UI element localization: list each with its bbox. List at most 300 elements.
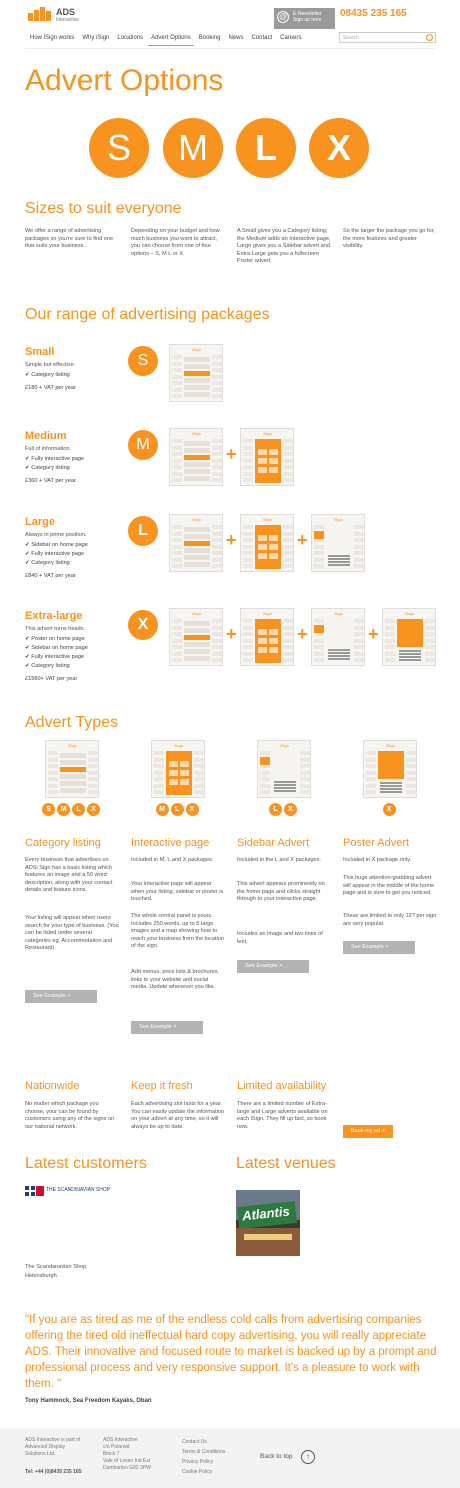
package-name: Extra-large xyxy=(25,610,83,622)
thumb-list-row xyxy=(184,455,210,460)
thumb-side-block xyxy=(406,790,416,794)
thumb-side-block xyxy=(366,771,376,775)
thumb-side-block xyxy=(314,645,324,649)
thumb-sidebar-ad xyxy=(314,531,324,539)
thumb-side-block xyxy=(243,564,253,568)
package-badge-x: X xyxy=(284,803,297,816)
thumb-side-block xyxy=(212,538,222,542)
advert-type-title: Interactive page xyxy=(131,837,210,849)
thumb-side-block xyxy=(283,632,293,636)
thumb-side-block xyxy=(212,388,222,392)
thumb-list-row xyxy=(184,628,210,633)
thumb-side-block xyxy=(212,645,222,649)
thumb-side-block xyxy=(194,758,204,762)
thumb-poster-ad xyxy=(397,619,423,647)
isign-thumb-logo: iSign xyxy=(334,517,343,522)
search-input[interactable] xyxy=(339,32,436,43)
isign-thumb-logo: iSign xyxy=(263,611,272,616)
enewsletter-button[interactable] xyxy=(274,8,335,29)
back-to-top-link[interactable]: Back to top xyxy=(260,1453,293,1460)
thumb-side-block xyxy=(314,551,324,555)
isign-thumb-logo: iSign xyxy=(280,743,289,748)
isign-thumb-logo: iSign xyxy=(192,347,201,352)
range-heading: Our range of advertising packages xyxy=(25,306,270,323)
thumb-icon-row xyxy=(328,555,350,557)
thumb-side-block xyxy=(212,652,222,656)
package-badge-x: X xyxy=(87,803,100,816)
thumb-side-block xyxy=(243,626,253,630)
footer-link-cookie[interactable]: Cookie Policy xyxy=(182,1469,213,1475)
logo-text[interactable] xyxy=(56,8,79,24)
book-my-ad-button[interactable]: Book my ad > xyxy=(343,1125,393,1138)
thumb-side-block xyxy=(212,439,222,443)
thumb-side-block xyxy=(154,777,164,781)
package-badge-l: L xyxy=(72,803,85,816)
thumb-side-block xyxy=(366,758,376,762)
search-placeholder: Search xyxy=(343,35,359,41)
thumb-page-block xyxy=(269,544,278,550)
thumb-side-block xyxy=(354,564,364,568)
sign-thumbnail-list xyxy=(169,514,223,572)
package-tagline: Full of information. xyxy=(25,446,72,452)
thumb-side-block xyxy=(194,764,204,768)
thumb-side-block xyxy=(212,452,222,456)
nav-item-how-isign-works[interactable]: How iSign works xyxy=(30,35,75,41)
package-feature: ✔ Category listing xyxy=(25,372,70,378)
thumb-side-block xyxy=(385,652,395,656)
thumb-side-block xyxy=(212,465,222,469)
thumb-side-block xyxy=(48,758,58,762)
advert-type-paragraph: Your interactive page will appear when your listing, sidebar or poster is touched. xyxy=(131,881,224,903)
thumb-list-row xyxy=(184,621,210,626)
thumb-page-block xyxy=(258,647,267,653)
thumb-side-block xyxy=(283,446,293,450)
footer-company-line: Solutions Ltd. xyxy=(25,1451,56,1457)
thumb-side-block xyxy=(243,639,253,643)
thumb-side-block xyxy=(366,777,376,781)
info-text: There are a limited number of Extra-large and Large adverts available on each iSign. They fill up fast, so book now. xyxy=(237,1101,328,1130)
thumb-list-row xyxy=(184,541,210,546)
thumb-list-row xyxy=(184,469,210,474)
thumb-page-block xyxy=(258,449,267,455)
package-name: Medium xyxy=(25,430,67,442)
thumb-side-block xyxy=(172,626,182,630)
thumb-side-block xyxy=(48,777,58,781)
thumb-side-block xyxy=(283,652,293,656)
thumb-page-block xyxy=(169,770,178,776)
thumb-side-block xyxy=(88,784,98,788)
thumb-side-block xyxy=(172,564,182,568)
plus-icon: + xyxy=(226,530,237,550)
thumb-page-block xyxy=(180,779,189,785)
thumb-side-block xyxy=(385,658,395,662)
thumb-side-block xyxy=(172,465,182,469)
thumb-side-block xyxy=(425,658,435,662)
thumb-side-block xyxy=(88,764,98,768)
thumb-side-block xyxy=(385,639,395,643)
thumb-side-block xyxy=(212,394,222,398)
package-badge-x: X xyxy=(383,803,396,816)
info-text: Each advertising slot lasts for a year. You can easily update the information on your advert at any time, so it will always be up to date. xyxy=(131,1101,225,1130)
sizes-heading: Sizes to suit everyone xyxy=(25,200,182,217)
sign-thumbnail-page xyxy=(151,740,205,798)
thumb-side-block xyxy=(88,777,98,781)
size-circle-l: L xyxy=(236,118,296,178)
thumb-sidebar-ad xyxy=(314,625,324,633)
thumb-page-block xyxy=(180,770,189,776)
thumb-sidebar-ad xyxy=(260,757,270,765)
footer-address-line: Vale of Leven Ind Est xyxy=(103,1458,151,1464)
thumb-list-row xyxy=(184,555,210,560)
thumb-side-block xyxy=(212,545,222,549)
advert-type-paragraph: This huge attention-grabbing advert will appear in the middle of the home page and is sure to get you noticed. xyxy=(343,875,435,897)
isign-thumb-logo: iSign xyxy=(263,517,272,522)
isign-thumb-logo: iSign xyxy=(174,743,183,748)
advert-type-paragraph: Included in M, L and X packages. xyxy=(131,857,214,863)
package-tagline: Always in prime position. xyxy=(25,532,87,538)
venue-photo[interactable] xyxy=(236,1190,300,1256)
thumb-side-block xyxy=(243,545,253,549)
thumb-side-block xyxy=(354,551,364,555)
thumb-side-block xyxy=(425,626,435,630)
thumb-icon-row xyxy=(328,649,350,651)
package-price: £360 + VAT per year xyxy=(25,478,76,484)
thumb-icon-row xyxy=(399,653,421,655)
thumb-side-block xyxy=(300,758,310,762)
thumb-side-block xyxy=(283,545,293,549)
thumb-icon-row xyxy=(380,782,402,784)
thumb-side-block xyxy=(172,538,182,542)
thumb-list-row xyxy=(184,642,210,647)
thumb-icon-row xyxy=(328,652,350,654)
thumb-side-block xyxy=(260,784,270,788)
thumb-side-block xyxy=(212,639,222,643)
thumb-side-block xyxy=(243,551,253,555)
thumb-side-block xyxy=(243,472,253,476)
thumb-side-block xyxy=(354,658,364,662)
sizes-text-1: We offer a range of advertising packages so you're sure to find one that suits your business. xyxy=(25,228,114,250)
thumb-icon-row xyxy=(380,791,402,793)
see-example-button[interactable]: See Example > xyxy=(343,941,415,954)
sizes-text-4: So the larger the package you go for, the more features and greater visibility. xyxy=(343,228,435,250)
package-tagline: This advert turns heads. xyxy=(25,626,86,632)
see-example-button[interactable]: See Example > xyxy=(237,960,309,973)
thumb-side-block xyxy=(172,639,182,643)
see-example-button[interactable]: See Example > xyxy=(131,1021,203,1034)
thumb-list-row xyxy=(184,441,210,446)
thumb-side-block xyxy=(212,525,222,529)
thumb-side-block xyxy=(406,771,416,775)
thumb-side-block xyxy=(314,619,324,623)
thumb-page-block xyxy=(269,638,278,644)
thumb-side-block xyxy=(243,459,253,463)
advert-type-paragraph: Your listing will appear when users search for your type of business. (You can be listed under several categories eg. Accommodation and Restaurant) xyxy=(25,915,119,952)
thumb-side-block xyxy=(172,368,182,372)
package-feature: ✔ Fully interactive page xyxy=(25,551,85,557)
advert-type-paragraph: Included in the L and X packages. xyxy=(237,857,322,863)
package-size-circle: M xyxy=(128,430,158,460)
page-title: Advert Options xyxy=(25,64,224,97)
thumb-page-block xyxy=(269,535,278,541)
thumb-side-block xyxy=(212,446,222,450)
thumb-icon-row xyxy=(328,655,350,657)
nav-item-booking[interactable]: Booking xyxy=(198,35,221,41)
thumb-side-block xyxy=(354,619,364,623)
thumb-side-block xyxy=(283,551,293,555)
logo-mark[interactable] xyxy=(28,7,52,21)
sign-thumbnail-sidebar xyxy=(311,514,365,572)
package-feature: ✔ Category listing xyxy=(25,560,70,566)
isign-thumb-logo: iSign xyxy=(334,611,343,616)
footer-link-privacy[interactable]: Privacy Policy xyxy=(182,1459,214,1465)
package-name: Small xyxy=(25,346,55,358)
thumb-list-row xyxy=(184,562,210,567)
thumb-side-block xyxy=(283,538,293,542)
thumb-page-block xyxy=(258,535,267,541)
thumb-side-block xyxy=(243,525,253,529)
thumb-list-row xyxy=(184,364,210,369)
thumb-icon-row xyxy=(274,781,296,783)
advert-type-title: Category listing xyxy=(25,837,101,849)
enews-sub: Sign up here xyxy=(293,17,322,23)
thumb-list-row xyxy=(184,649,210,654)
thumb-icon-row xyxy=(328,564,350,566)
thumb-side-block xyxy=(212,362,222,366)
thumb-side-block xyxy=(243,632,253,636)
latest-venues-heading: Latest venues xyxy=(236,1155,336,1172)
thumb-side-block xyxy=(243,558,253,562)
thumb-side-block xyxy=(366,751,376,755)
thumb-side-block xyxy=(406,784,416,788)
thumb-page-block xyxy=(169,779,178,785)
thumb-list-row xyxy=(60,753,86,758)
footer-address-line: ADS Interactive xyxy=(103,1437,138,1443)
thumb-side-block xyxy=(260,771,270,775)
isign-thumb-logo: iSign xyxy=(192,431,201,436)
thumb-side-block xyxy=(300,777,310,781)
thumb-page-block xyxy=(269,647,278,653)
thumb-side-block xyxy=(283,645,293,649)
thumb-side-block xyxy=(212,632,222,636)
thumb-page-block xyxy=(269,467,278,473)
thumb-side-block xyxy=(283,626,293,630)
thumb-side-block xyxy=(154,758,164,762)
thumb-list-row xyxy=(184,448,210,453)
sign-thumbnail-list xyxy=(45,740,99,798)
thumb-side-block xyxy=(48,784,58,788)
thumb-side-block xyxy=(172,545,182,549)
footer-phone: Tel: +44 (0)8435 235 165 xyxy=(25,1469,82,1475)
latest-customers-heading: Latest customers xyxy=(25,1155,147,1172)
thumb-page-block xyxy=(258,629,267,635)
thumb-side-block xyxy=(425,632,435,636)
thumb-side-block xyxy=(194,790,204,794)
thumb-side-block xyxy=(88,771,98,775)
package-feature: ✔ Sidebar on home page xyxy=(25,542,88,548)
thumb-side-block xyxy=(172,645,182,649)
thumb-list-row xyxy=(184,527,210,532)
advert-type-paragraph: Included in X package only. xyxy=(343,857,411,863)
thumb-side-block xyxy=(154,790,164,794)
nav-item-locations[interactable]: Locations xyxy=(117,35,144,41)
thumb-side-block xyxy=(243,658,253,662)
thumb-icon-row xyxy=(328,561,350,563)
thumb-list-row xyxy=(184,385,210,390)
thumb-side-block xyxy=(172,459,182,463)
thumb-page-block xyxy=(269,449,278,455)
plus-icon: + xyxy=(226,444,237,464)
thumb-side-block xyxy=(260,777,270,781)
footer-address-line: c/o Polaroid xyxy=(103,1444,130,1450)
thumb-side-block xyxy=(194,771,204,775)
thumb-icon-row xyxy=(274,787,296,789)
thumb-side-block xyxy=(425,652,435,656)
package-feature: ✔ Sidebar on home page xyxy=(25,645,88,651)
thumb-icon-row xyxy=(328,558,350,560)
thumb-list-row xyxy=(184,462,210,467)
thumb-side-block xyxy=(212,658,222,662)
logo-subtitle: Interactive xyxy=(56,17,80,23)
thumb-side-block xyxy=(283,639,293,643)
search-icon[interactable] xyxy=(426,34,433,41)
footer-link-contact[interactable]: Contact Us xyxy=(182,1439,207,1445)
thumb-list-row xyxy=(60,767,86,772)
thumb-page-block xyxy=(269,458,278,464)
thumb-side-block xyxy=(48,764,58,768)
thumb-side-block xyxy=(212,381,222,385)
isign-thumb-logo: iSign xyxy=(405,611,414,616)
thumb-side-block xyxy=(283,439,293,443)
thumb-side-block xyxy=(194,777,204,781)
thumb-side-block xyxy=(243,532,253,536)
venue-building xyxy=(236,1228,300,1256)
isign-thumb-logo: iSign xyxy=(68,743,77,748)
footer-links xyxy=(182,1437,225,1477)
thumb-list-row xyxy=(184,534,210,539)
thumb-side-block xyxy=(172,388,182,392)
thumb-list-row xyxy=(184,635,210,640)
info-text: No matter which package you choose, your can be found by customers using any of the signs on our national network. xyxy=(25,1101,115,1130)
info-title: Keep it fresh xyxy=(131,1080,193,1092)
thumb-side-block xyxy=(172,381,182,385)
isign-thumb-logo: iSign xyxy=(263,431,272,436)
customer-logo[interactable] xyxy=(25,1185,117,1197)
thumb-list-row xyxy=(184,656,210,661)
thumb-side-block xyxy=(354,645,364,649)
thumb-side-block xyxy=(212,619,222,623)
advert-type-paragraph: Add menus, price lists & brochures, links to your website and social media. Update whenever you like. xyxy=(131,969,219,991)
info-title: Nationwide xyxy=(25,1080,80,1092)
thumb-side-block xyxy=(425,619,435,623)
thumb-side-block xyxy=(283,558,293,562)
nav-item-contact[interactable]: Contact xyxy=(251,35,273,41)
testimonial-author: Tony Hammock, Sea Freedom Kayaks, Oban xyxy=(25,1398,152,1404)
sizes-text-3: A Small gives you a Category listing, the Medium adds an Interactive page, Large gives you a Sidebar advert and Extra Large gets you a fullscreen Poster advert. xyxy=(237,228,331,265)
thumb-side-block xyxy=(354,538,364,542)
thumb-side-block xyxy=(406,751,416,755)
sign-thumbnail-poster xyxy=(382,608,436,666)
footer-link-terms[interactable]: Terms & Conditions xyxy=(182,1449,226,1455)
package-name: Large xyxy=(25,516,55,528)
thumb-side-block xyxy=(406,777,416,781)
sign-thumbnail-page xyxy=(240,608,294,666)
thumb-side-block xyxy=(283,452,293,456)
nav-item-news[interactable]: News xyxy=(228,35,244,41)
thumb-side-block xyxy=(172,558,182,562)
thumb-side-block xyxy=(354,632,364,636)
advert-type-paragraph: This advert appears prominently on the home page and clicks straight through to your interactive page. xyxy=(237,881,325,903)
thumb-list-row xyxy=(184,378,210,383)
footer-company-line: Advanced Display xyxy=(25,1444,66,1450)
nav-item-careers[interactable]: Careers xyxy=(280,35,302,41)
thumb-list-row xyxy=(184,357,210,362)
thumb-side-block xyxy=(212,368,222,372)
thumb-side-block xyxy=(425,639,435,643)
thumb-side-block xyxy=(314,545,324,549)
thumb-side-block xyxy=(172,472,182,476)
thumb-list-row xyxy=(184,371,210,376)
footer-address xyxy=(103,1437,151,1472)
thumb-side-block xyxy=(243,452,253,456)
thumb-side-block xyxy=(88,758,98,762)
sign-thumbnail-page xyxy=(240,428,294,486)
size-circle-m: M xyxy=(163,118,223,178)
thumb-side-block xyxy=(172,551,182,555)
thumb-page-block xyxy=(169,761,178,767)
package-badge-m: M xyxy=(57,803,70,816)
package-feature: ✔ Poster on home page xyxy=(25,636,85,642)
thumb-side-block xyxy=(172,439,182,443)
package-feature: ✔ Category listing xyxy=(25,465,70,471)
thumb-side-block xyxy=(172,525,182,529)
thumb-list-row xyxy=(184,476,210,481)
thumb-side-block xyxy=(283,619,293,623)
thumb-side-block xyxy=(283,465,293,469)
thumb-side-block xyxy=(314,525,324,529)
thumb-side-block xyxy=(314,652,324,656)
at-icon: @ xyxy=(278,12,288,21)
sign-thumbnail-sidebar xyxy=(257,740,311,798)
advert-type-paragraph: Every business that advertises on ADSi Sign has a basic listing which features an image and a 50 word description, along with your contact details and feature icons. xyxy=(25,857,113,894)
size-circle-s: S xyxy=(89,118,149,178)
nav-item-why-isign[interactable]: Why iSign xyxy=(82,35,110,41)
nav-item-advert-options[interactable]: Advert Options xyxy=(148,34,194,46)
advert-type-paragraph: The whole central panel is yours. Includes 250 words, up to 5 large images and a map showing how to reach your business from the location of the sign. xyxy=(131,913,224,950)
thumb-side-block xyxy=(366,784,376,788)
thumb-side-block xyxy=(172,375,182,379)
advert-type-paragraph: These are limited to only 12? per sign are very popular. xyxy=(343,913,437,927)
main-nav xyxy=(27,34,306,46)
thumb-side-block xyxy=(212,472,222,476)
thumb-side-block xyxy=(406,764,416,768)
package-size-circle: S xyxy=(128,346,158,376)
thumb-side-block xyxy=(300,784,310,788)
footer-address-line: Dumbarton G82 3PW xyxy=(103,1465,151,1471)
thumb-side-block xyxy=(425,645,435,649)
thumb-side-block xyxy=(283,525,293,529)
thumb-side-block xyxy=(212,355,222,359)
thumb-page-block xyxy=(258,467,267,473)
thumb-page-block xyxy=(258,544,267,550)
thumb-side-block xyxy=(300,764,310,768)
thumb-side-block xyxy=(366,764,376,768)
arrow-up-icon[interactable]: ↑ xyxy=(301,1450,315,1464)
thumb-side-block xyxy=(172,619,182,623)
footer xyxy=(0,1428,460,1488)
customer-name: The Scandanavian Shop xyxy=(25,1264,87,1270)
see-example-button[interactable]: See Example > xyxy=(25,990,97,1003)
thumb-side-block xyxy=(243,619,253,623)
